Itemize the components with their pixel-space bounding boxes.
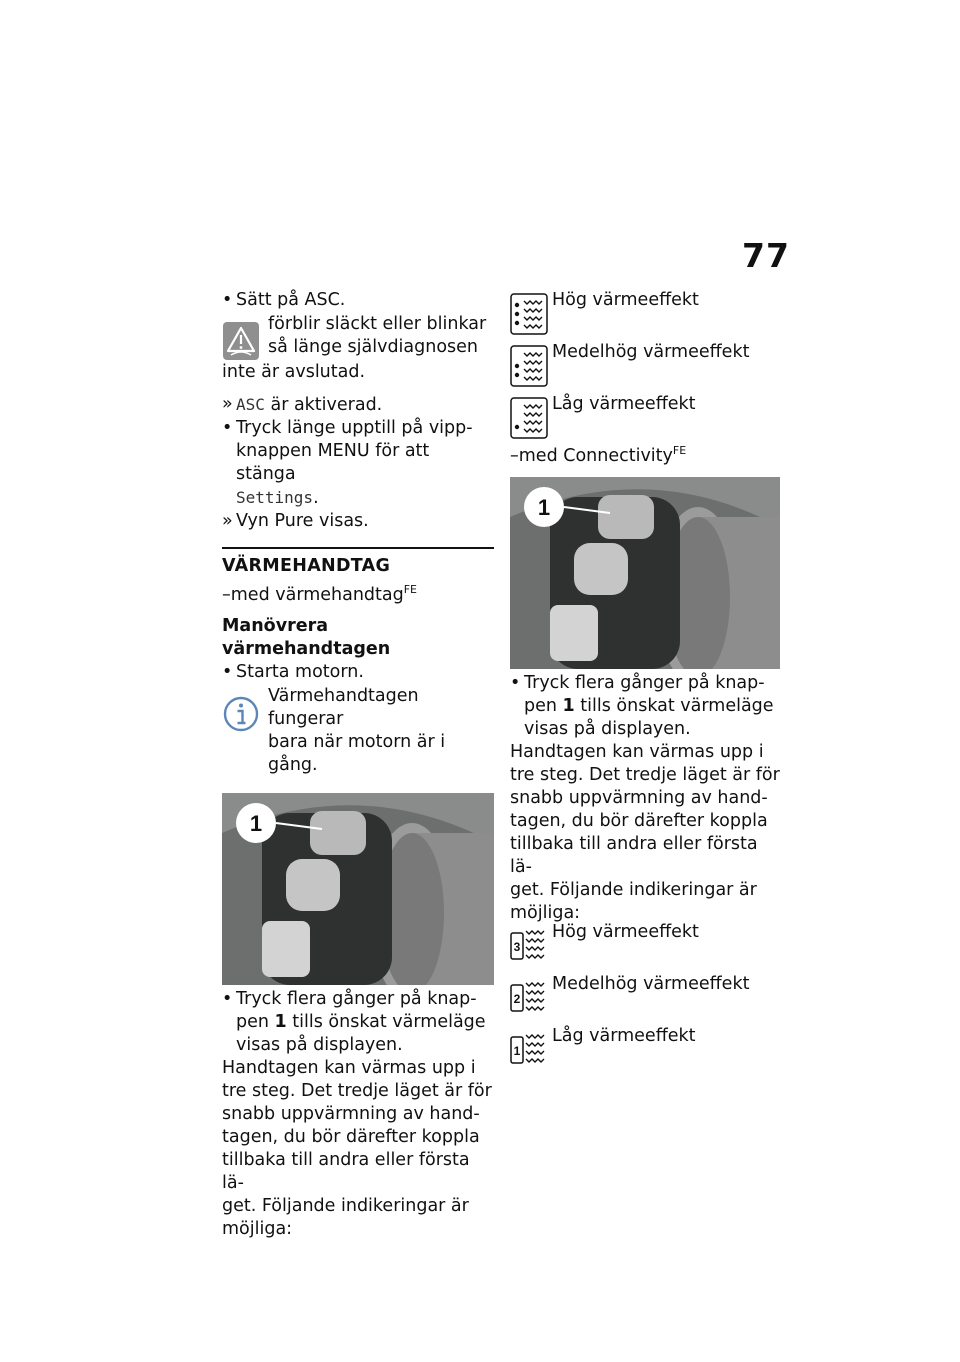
heat-level-row bbox=[510, 1025, 782, 1071]
para-line: get. Följande indikeringar är bbox=[222, 1196, 469, 1216]
asc-note-line: så länge självdiagnosen bbox=[268, 337, 479, 357]
connectivity-condition: –med Connectivity$^{FE}$ bbox=[510, 444, 687, 466]
para-line: snabb uppvärmning av hand- bbox=[510, 788, 768, 808]
asc-note-line: förblir släckt eller blinkar bbox=[268, 314, 487, 334]
para-line: möjliga: bbox=[222, 1219, 293, 1239]
page-number: 77 bbox=[742, 236, 790, 275]
subtitle: Manövrera värmehandtagen bbox=[222, 616, 391, 659]
heat-level-label: Medelhög värmeeffekt bbox=[552, 974, 750, 994]
heated-grip-switch-photo-connectivity bbox=[510, 477, 780, 669]
menu-bullet: • Tryck länge upptill på vipp- bbox=[222, 417, 494, 440]
pure-result: » Vyn Pure visas. bbox=[222, 510, 494, 533]
heat-level-label: Låg värmeeffekt bbox=[552, 394, 696, 414]
para-line: tillbaka till andra eller första lä- bbox=[222, 1150, 470, 1193]
para-line: tillbaka till andra eller första lä- bbox=[510, 834, 758, 877]
photo-callout-1: 1 bbox=[249, 811, 263, 836]
press-line: pen 1 tills önskat värmeläge bbox=[524, 696, 774, 716]
info-note-line: Värmehandtagen fungerar bbox=[268, 686, 419, 729]
settings-code: Settings bbox=[236, 488, 314, 507]
press-line: visas på displayen. bbox=[524, 719, 691, 739]
heat-level-row bbox=[510, 921, 782, 967]
heat-level-row bbox=[510, 341, 782, 387]
para-line: get. Följande indikeringar är bbox=[510, 880, 757, 900]
info-note-line: bara när motorn är i gång. bbox=[268, 732, 446, 775]
press-bullet: • Tryck flera gånger på knap- bbox=[222, 988, 494, 1011]
heat-level-label: Hög värmeeffekt bbox=[552, 922, 699, 942]
svg-text:1: 1 bbox=[513, 1044, 521, 1058]
svg-text:2: 2 bbox=[513, 992, 521, 1006]
svg-text:3: 3 bbox=[513, 940, 521, 954]
press-line: pen 1 tills önskat värmeläge bbox=[236, 1012, 486, 1032]
asc-warning-icon bbox=[222, 321, 260, 361]
asc-warning-note bbox=[222, 313, 494, 361]
para-line: Handtagen kan värmas upp i bbox=[222, 1058, 476, 1078]
para-line: Handtagen kan värmas upp i bbox=[510, 742, 764, 762]
para-line: tagen, du bör därefter koppla bbox=[510, 811, 768, 831]
right-column bbox=[510, 289, 782, 1077]
para-line: tre steg. Det tredje läget är för bbox=[510, 765, 780, 785]
heat-level-label: Låg värmeeffekt bbox=[552, 1026, 696, 1046]
photo-callout-1: 1 bbox=[537, 495, 551, 520]
left-column bbox=[222, 289, 494, 1241]
start-bullet: • Starta motorn. bbox=[222, 661, 494, 684]
heat-level-label: Medelhög värmeeffekt bbox=[552, 342, 750, 362]
heat-level-3-icon bbox=[510, 925, 548, 967]
heated-grip-switch-photo bbox=[222, 793, 494, 985]
section-title: VÄRMEHANDTAG bbox=[222, 547, 494, 578]
menu-bullet-line: knappen MENU för att stänga bbox=[236, 441, 430, 484]
para-line: snabb uppvärmning av hand- bbox=[222, 1104, 480, 1124]
menu-bullet-line: Settings. bbox=[236, 488, 319, 508]
info-icon bbox=[222, 693, 260, 733]
heat-dots-3-icon bbox=[510, 293, 548, 335]
para-line: tagen, du bör därefter koppla bbox=[222, 1127, 480, 1147]
asc-result bbox=[222, 393, 494, 417]
asc-result-text: är aktiverad. bbox=[264, 395, 383, 415]
asc-code: ASC bbox=[236, 395, 265, 414]
heat-level-row bbox=[510, 393, 782, 439]
heat-level-row bbox=[510, 289, 782, 335]
press-line: visas på displayen. bbox=[236, 1035, 403, 1055]
heated-grips-condition: –med värmehandtag$^{FE}$ bbox=[222, 583, 418, 605]
press-bullet: • Tryck flera gånger på knap- bbox=[510, 672, 782, 695]
heat-level-2-icon bbox=[510, 977, 548, 1019]
asc-bullet: • Sätt på ASC. bbox=[222, 289, 494, 312]
info-note bbox=[222, 685, 494, 777]
heat-dots-1-icon bbox=[510, 397, 548, 439]
para-line: tre steg. Det tredje läget är för bbox=[222, 1081, 492, 1101]
asc-note-line: inte är avslutad. bbox=[222, 362, 366, 382]
heat-level-1-icon bbox=[510, 1029, 548, 1071]
para-line: möjliga: bbox=[510, 903, 581, 923]
heat-level-row bbox=[510, 973, 782, 1019]
heat-level-label: Hög värmeeffekt bbox=[552, 290, 699, 310]
heat-dots-2-icon bbox=[510, 345, 548, 387]
